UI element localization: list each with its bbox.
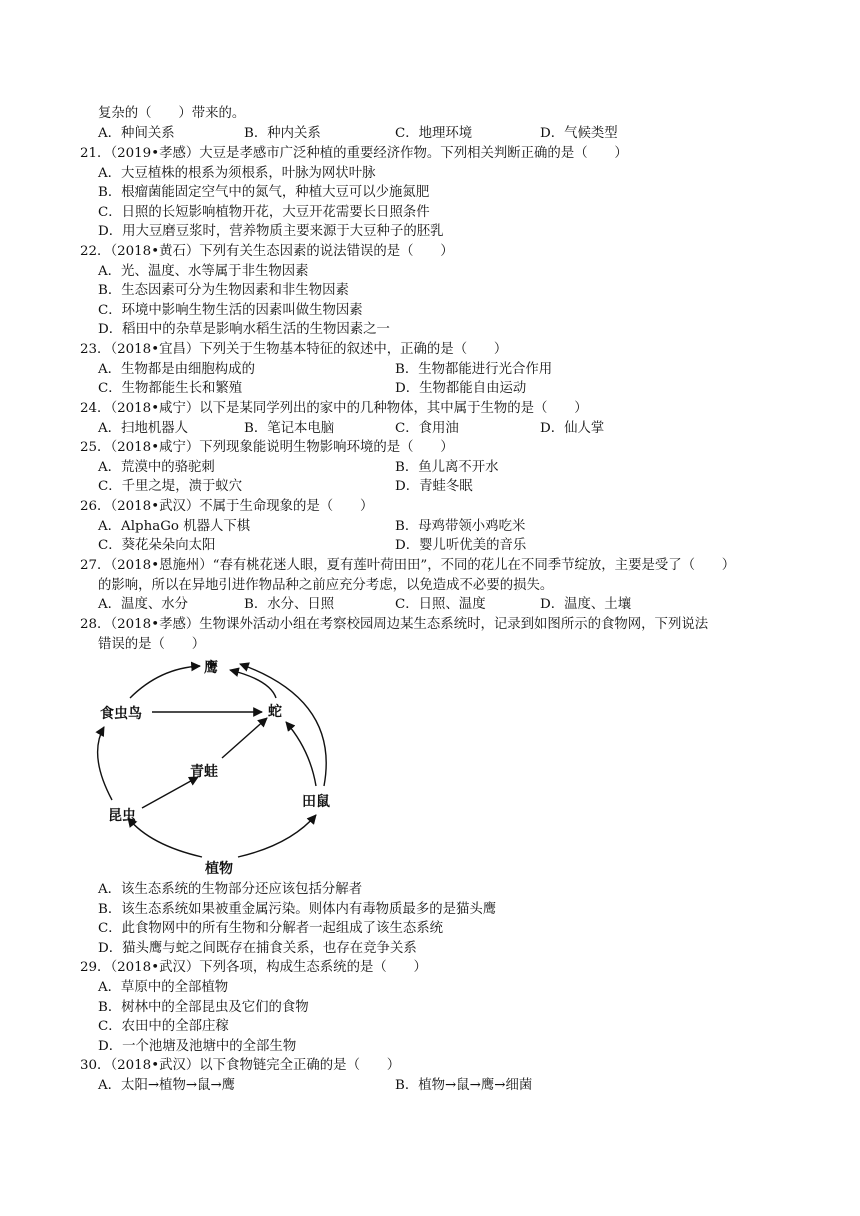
question-21-stem: 21．（2019•孝感）大豆是孝感市广泛种植的重要经济作物。下列相关判断正确的是（ ） (80, 146, 628, 161)
question-23-stem: 23．（2018•宜昌）下列关于生物基本特征的叙述中，正确的是（ ） (80, 342, 508, 357)
node-field-mouse: 田鼠 (302, 794, 330, 810)
arrow-plant-insect (128, 818, 202, 857)
q27-option-b: B．水分、日照 (244, 597, 335, 612)
node-frog: 青蛙 (190, 764, 218, 780)
question-27-continuation: 的影响，所以在异地引进作物品种之前应充分考虑，以免造成不必要的损失。 (98, 578, 554, 593)
q29-option-b: B．树林中的全部昆虫及它们的食物 (98, 1000, 309, 1015)
arrow-frog-snake (222, 718, 267, 758)
question-28-stem: 28．（2018•孝感）生物课外活动小组在考察校园周边某生态系统时，记录到如图所示的食物网，下列说法 (80, 617, 709, 632)
q21-option-c: C．日照的长短影响植物开花，大豆开花需要长日照条件 (98, 205, 430, 220)
node-snake: 蛇 (268, 704, 282, 720)
q24-option-c: C．食用油 (395, 421, 459, 436)
q29-option-a: A．草原中的全部植物 (98, 980, 229, 995)
arrow-insect-bird (98, 727, 112, 800)
q22-option-b: B．生态因素可分为生物因素和非生物因素 (98, 283, 349, 298)
q28-option-d: D．猫头鹰与蛇之间既存在捕食关系，也存在竞争关系 (98, 941, 417, 956)
q30-option-a: A．太阳→植物→鼠→鹰 (98, 1078, 236, 1093)
q26-option-b: B．母鸡带领小鸡吃米 (395, 519, 526, 534)
q26-option-c: C．葵花朵朵向太阳 (98, 538, 216, 553)
question-28-continuation: 错误的是（ ） (98, 637, 206, 652)
question-26-stem: 26．（2018•武汉）不属于生命现象的是（ ） (80, 499, 374, 514)
q28-option-b: B．该生态系统如果被重金属污染。则体内有毒物质最多的是猫头鹰 (98, 902, 497, 917)
q25-option-a: A．荒漠中的骆驼刺 (98, 460, 215, 475)
q21-option-a: A．大豆植株的根系为须根系，叶脉为网状叶脉 (98, 166, 376, 181)
q30-option-b: B．植物→鼠→鹰→细菌 (395, 1078, 533, 1093)
q22-option-c: C．环境中影响生物生活的因素叫做生物因素 (98, 303, 363, 318)
q20-option-c: C．地理环境 (395, 126, 473, 141)
q27-option-c: C．日照、温度 (395, 597, 486, 612)
q27-option-a: A．温度、水分 (98, 597, 189, 612)
arrow-insect-frog (142, 777, 198, 808)
node-eagle: 鹰 (204, 660, 218, 676)
arrow-bird-eagle (130, 666, 200, 698)
question-22-stem: 22．（2018•黄石）下列有关生态因素的说法错误的是（ ） (80, 244, 454, 259)
question-30-stem: 30．（2018•武汉）以下食物链完全正确的是（ ） (80, 1058, 401, 1073)
food-web-diagram (90, 650, 350, 880)
q28-option-c: C．此食物网中的所有生物和分解者一起组成了该生态系统 (98, 921, 444, 936)
q29-option-d: D．一个池塘及池塘中的全部生物 (98, 1039, 297, 1054)
q23-option-d: D．生物都能自由运动 (395, 381, 527, 396)
q29-option-c: C．农田中的全部庄稼 (98, 1019, 229, 1034)
q22-option-a: A．光、温度、水等属于非生物因素 (98, 264, 309, 279)
node-insectivorous-bird: 食虫鸟 (100, 706, 142, 722)
q24-option-a: A．扫地机器人 (98, 421, 189, 436)
question-25-stem: 25．（2018•咸宁）下列现象能说明生物影响环境的是（ ） (80, 440, 454, 455)
arrow-plant-mouse (238, 815, 316, 857)
q27-option-d: D．温度、土壤 (540, 597, 632, 612)
q20-option-d: D．气候类型 (540, 126, 618, 141)
q24-option-d: D．仙人掌 (540, 421, 605, 436)
q21-option-d: D．用大豆磨豆浆时，营养物质主要来源于大豆种子的胚乳 (98, 224, 444, 239)
q23-option-a: A．生物都是由细胞构成的 (98, 362, 255, 377)
q25-option-b: B．鱼儿离不开水 (395, 460, 499, 475)
question-27-stem: 27．（2018•恩施州）“春有桃花迷人眼，夏有莲叶荷田田”，不同的花儿在不同季节绽放，主要是受了（ ） (80, 558, 736, 573)
q22-option-d: D．稻田中的杂草是影响水稻生活的生物因素之一 (98, 322, 390, 337)
arrow-snake-eagle (230, 670, 276, 698)
q28-option-a: A．该生态系统的生物部分还应该包括分解者 (98, 882, 363, 897)
q20-option-b: B．种内关系 (244, 126, 321, 141)
q24-option-b: B．笔记本电脑 (244, 421, 335, 436)
arrow-mouse-snake (286, 722, 316, 786)
q21-option-b: B．根瘤菌能固定空气中的氮气，种植大豆可以少施氮肥 (98, 185, 430, 200)
q26-option-d: D．婴儿听优美的音乐 (395, 538, 527, 553)
node-plant: 植物 (205, 861, 233, 877)
q25-option-d: D．青蛙冬眠 (395, 479, 473, 494)
q20-option-a: A．种间关系 (98, 126, 175, 141)
arrow-mouse-eagle (240, 664, 326, 786)
question-20-continuation: 复杂的（ ）带来的。 (98, 106, 246, 121)
q23-option-c: C．生物都能生长和繁殖 (98, 381, 243, 396)
question-29-stem: 29．（2018•武汉）下列各项，构成生态系统的是（ ） (80, 960, 427, 975)
q26-option-a: A．AlphaGo 机器人下棋 (98, 519, 251, 534)
q25-option-c: C．千里之堤，溃于蚁穴 (98, 479, 243, 494)
q23-option-b: B．生物都能进行光合作用 (395, 362, 553, 377)
question-24-stem: 24．（2018•咸宁）以下是某同学列出的家中的几种物体，其中属于生物的是（ ） (80, 401, 588, 416)
node-insect: 昆虫 (108, 808, 136, 824)
